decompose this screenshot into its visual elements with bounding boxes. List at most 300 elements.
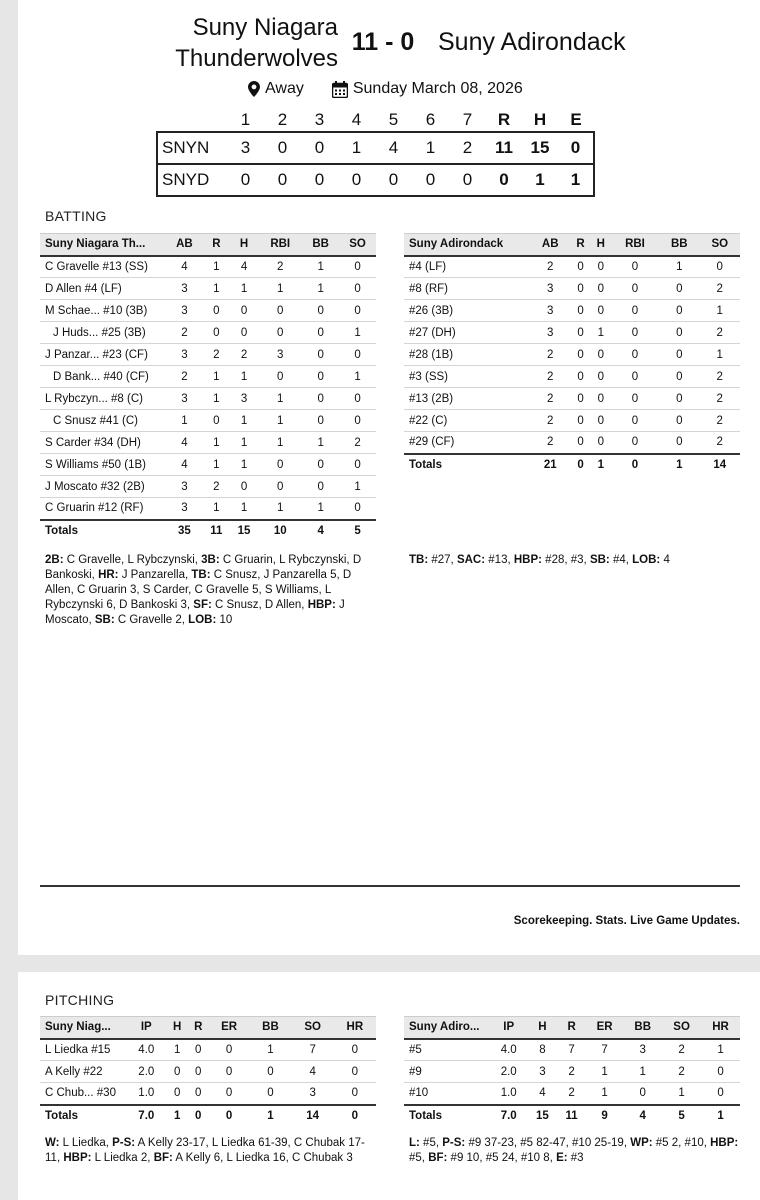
linescore-header-r: R [497, 109, 511, 129]
stat-column-header: AB [166, 234, 203, 256]
away-team-name: Suny Adirondack [438, 28, 626, 56]
totals-cell: 7.0 [126, 1105, 167, 1127]
stat-cell: 2 [166, 322, 203, 344]
stat-cell: 1 [203, 498, 230, 520]
team-column-header: Suny Niag... [40, 1017, 126, 1039]
stat-cell: 0 [302, 410, 339, 432]
player-row [404, 278, 740, 300]
stat-cell: 1 [339, 366, 376, 388]
totals-cell: 35 [166, 520, 203, 542]
linescore-inning-cell: 0 [449, 164, 486, 196]
stat-cell: 4.0 [490, 1039, 527, 1061]
stat-cell: 0 [334, 1061, 376, 1083]
note-value: C Snusz, J Panzarella 5, D Allen, C Gruarin 3, S Carder, C Gravelle 5, S Williams, L Rybczynski 6, D Bankoski 3, [45, 569, 352, 611]
totals-cell: 15 [230, 520, 258, 542]
stat-cell: 1 [258, 388, 302, 410]
stat-cell: 0 [302, 366, 339, 388]
stat-cell: 4.0 [126, 1039, 167, 1061]
linescore-inning-cell: 1 [338, 132, 375, 164]
stat-cell: 1 [662, 1083, 701, 1105]
stat-cell: 1 [230, 432, 258, 454]
stat-cell: 1 [339, 476, 376, 498]
totals-cell: 1 [701, 1105, 740, 1127]
stat-cell: 1 [230, 278, 258, 300]
player-row [40, 278, 376, 300]
stat-cell: 0 [302, 300, 339, 322]
note-value: J Panzarella, [118, 569, 192, 581]
stat-cell: 0 [591, 388, 611, 410]
stat-cell: 7 [292, 1039, 334, 1061]
player-row [404, 366, 740, 388]
stat-cell: 0 [302, 476, 339, 498]
stat-cell: 1 [230, 366, 258, 388]
stat-cell: 3 [258, 344, 302, 366]
note-value: #9 37-23, #5 82-47, #10 25-19, [465, 1137, 631, 1149]
stat-column-header: RBI [258, 234, 302, 256]
stat-cell: 3 [166, 344, 203, 366]
player-row [404, 344, 740, 366]
stat-column-header: RBI [611, 234, 659, 256]
stat-cell: 1.0 [126, 1083, 167, 1105]
player-name: J Panzar... #23 (CF) [40, 344, 166, 366]
team-column-header: Suny Adirondack [404, 234, 530, 256]
linescore-header-1: 1 [240, 109, 251, 129]
player-name: J Moscato #32 (2B) [40, 476, 166, 498]
stat-cell: 1 [203, 278, 230, 300]
note-value: #28, #3, [541, 554, 590, 566]
stat-cell: 0 [339, 388, 376, 410]
stat-cell: 2.0 [490, 1061, 527, 1083]
note-label: HBP: [710, 1137, 739, 1149]
note-label: 3B: [201, 554, 220, 566]
pitching-table-home [40, 1016, 376, 1127]
stat-cell: 3 [166, 476, 203, 498]
home-team-name [138, 12, 338, 74]
linescore-table [156, 108, 595, 197]
note-label: TB: [191, 569, 211, 581]
stat-cell: 0 [188, 1083, 209, 1105]
totals-row [40, 520, 376, 542]
stat-cell: 3 [530, 322, 570, 344]
map-pin-icon [248, 81, 260, 97]
linescore-row [157, 132, 594, 164]
note-label: L: [409, 1137, 420, 1149]
totals-cell: 21 [530, 454, 570, 476]
stat-column-header: R [203, 234, 230, 256]
note-value: C Gravelle, L Rybczynski, [63, 554, 202, 566]
stat-cell: 0 [611, 410, 659, 432]
stat-cell: 2 [700, 322, 740, 344]
totals-cell: 0 [188, 1105, 209, 1127]
totals-cell: 0 [570, 454, 590, 476]
totals-cell: 10 [258, 520, 302, 542]
stat-cell: 3 [230, 388, 258, 410]
stat-cell: 0 [591, 300, 611, 322]
stat-cell: 3 [166, 278, 203, 300]
stat-cell: 0 [339, 344, 376, 366]
stat-column-header: ER [209, 1017, 250, 1039]
linescore-hits: 15 [522, 132, 558, 164]
stat-cell: 1 [230, 410, 258, 432]
player-row [40, 256, 376, 278]
linescore-hits: 1 [522, 164, 558, 196]
stat-cell: 0 [302, 388, 339, 410]
player-name: #4 (LF) [404, 256, 530, 278]
boxscore-page-2 [18, 972, 760, 1200]
totals-label: Totals [404, 1105, 490, 1127]
linescore-header-7: 7 [462, 109, 473, 129]
note-value: #5, [409, 1152, 429, 1164]
note-value: A Kelly 23-17, L Liedka 61-39, C Chubak 17-11, [45, 1137, 365, 1164]
linescore-header-3: 3 [314, 109, 325, 129]
linescore-inning-cell: 0 [412, 164, 449, 196]
stat-cell: 3 [292, 1083, 334, 1105]
linescore-inning-cell: 0 [375, 164, 412, 196]
stat-cell: 0 [258, 454, 302, 476]
linescore-row [157, 164, 594, 196]
linescore-runs: 11 [486, 132, 522, 164]
game-header [18, 8, 760, 78]
player-row [404, 1061, 740, 1083]
stat-cell: 0 [611, 366, 659, 388]
player-row [404, 300, 740, 322]
player-row [40, 1061, 376, 1083]
note-label: SB: [589, 554, 610, 566]
calendar-icon [332, 81, 348, 98]
note-value: #5 2, #10, [652, 1137, 711, 1149]
player-row [40, 366, 376, 388]
totals-row [40, 1105, 376, 1127]
stat-cell: 8 [527, 1039, 557, 1061]
stat-cell: 0 [659, 432, 699, 454]
stat-cell: 2 [530, 366, 570, 388]
stat-cell: 0 [659, 388, 699, 410]
stat-cell: 0 [570, 388, 590, 410]
totals-cell: 0 [209, 1105, 250, 1127]
linescore-header-2: 2 [277, 109, 288, 129]
player-row [40, 344, 376, 366]
stat-cell: 0 [591, 256, 611, 278]
stat-cell: 2 [530, 344, 570, 366]
stat-cell: 0 [659, 300, 699, 322]
stat-cell: 1 [302, 256, 339, 278]
linescore-inning-cell: 0 [338, 164, 375, 196]
stat-column-header: BB [302, 234, 339, 256]
stat-cell: 2 [557, 1061, 585, 1083]
stat-cell: 2 [203, 476, 230, 498]
note-value: 4 [660, 554, 670, 566]
note-label: HBP: [513, 554, 542, 566]
stat-cell: 4 [230, 256, 258, 278]
stat-cell: 2 [230, 344, 258, 366]
totals-cell: 1 [591, 454, 611, 476]
note-value: #9 10, #5 24, #10 8, [447, 1152, 557, 1164]
stat-cell: 0 [611, 344, 659, 366]
totals-cell: 4 [302, 520, 339, 542]
stat-cell: 2.0 [126, 1061, 167, 1083]
stat-cell: 0 [249, 1061, 291, 1083]
stat-column-header: SO [700, 234, 740, 256]
stat-cell: 1 [258, 278, 302, 300]
player-row [40, 1039, 376, 1061]
player-row [404, 432, 740, 454]
stat-cell: 0 [700, 256, 740, 278]
note-label: BF: [153, 1152, 173, 1164]
note-value: J Moscato, [45, 599, 345, 626]
stat-cell: 7 [557, 1039, 585, 1061]
stat-column-header: BB [249, 1017, 291, 1039]
stat-cell: 0 [334, 1039, 376, 1061]
stat-cell: 1 [258, 432, 302, 454]
batting-table-away [404, 233, 740, 476]
game-date: Sunday March 08, 2026 [352, 80, 523, 97]
note-value: C Gruarin, L Rybczynski, D Bankoski, [45, 554, 362, 581]
linescore-runs: 0 [486, 164, 522, 196]
totals-cell: 4 [623, 1105, 662, 1127]
player-row [404, 388, 740, 410]
player-row [40, 300, 376, 322]
player-row [40, 454, 376, 476]
stat-column-header: ER [586, 1017, 623, 1039]
stat-cell: 0 [570, 256, 590, 278]
stat-cell: 1 [302, 498, 339, 520]
stat-cell: 0 [570, 344, 590, 366]
stat-cell: 2 [530, 410, 570, 432]
stat-column-header: R [557, 1017, 585, 1039]
linescore-inning-cell: 0 [264, 164, 301, 196]
player-name: #13 (2B) [404, 388, 530, 410]
stat-cell: 0 [203, 322, 230, 344]
stat-cell: 1 [203, 388, 230, 410]
stat-cell: 0 [339, 300, 376, 322]
pitching-notes-away [409, 1136, 739, 1166]
stat-cell: 0 [302, 454, 339, 476]
stat-cell: 0 [611, 256, 659, 278]
linescore-inning-cell: 4 [375, 132, 412, 164]
home-team-name-line1: Suny Niagara [192, 14, 338, 41]
note-label: TB: [409, 554, 429, 566]
stat-cell: 0 [302, 322, 339, 344]
linescore-header-h: H [533, 109, 547, 129]
totals-cell: 5 [662, 1105, 701, 1127]
totals-label: Totals [40, 520, 166, 542]
stat-cell: 3 [530, 278, 570, 300]
stat-cell: 0 [339, 454, 376, 476]
footer-tagline: Scorekeeping. Stats. Live Game Updates. [513, 915, 740, 927]
stat-cell: 0 [570, 410, 590, 432]
stat-cell: 1 [230, 498, 258, 520]
stat-cell: 2 [530, 388, 570, 410]
team-column-header: Suny Niagara Th... [40, 234, 166, 256]
team-column-header: Suny Adiro... [404, 1017, 490, 1039]
stat-cell: 1 [167, 1039, 188, 1061]
stat-cell: 0 [659, 278, 699, 300]
totals-cell: 7.0 [490, 1105, 527, 1127]
linescore-team: SNYD [157, 164, 227, 196]
stat-cell: 2 [700, 366, 740, 388]
stat-cell: 0 [611, 300, 659, 322]
player-row [404, 410, 740, 432]
player-name: C Gruarin #12 (RF) [40, 498, 166, 520]
note-label: SB: [94, 614, 115, 626]
player-name: C Chub... #30 [40, 1083, 126, 1105]
batting-section-title: BATTING [45, 208, 107, 224]
note-label: P-S: [442, 1137, 466, 1149]
stat-cell: 0 [591, 366, 611, 388]
stat-cell: 4 [292, 1061, 334, 1083]
player-row [40, 322, 376, 344]
note-label: LOB: [188, 614, 217, 626]
player-row [404, 1083, 740, 1105]
stat-cell: 0 [258, 476, 302, 498]
stat-cell: 0 [701, 1061, 740, 1083]
stat-cell: 2 [662, 1039, 701, 1061]
stat-column-header: SO [292, 1017, 334, 1039]
stat-cell: 2 [700, 410, 740, 432]
stat-cell: 0 [249, 1083, 291, 1105]
player-name: S Williams #50 (1B) [40, 454, 166, 476]
stat-cell: 2 [258, 256, 302, 278]
stat-cell: 0 [570, 366, 590, 388]
player-name: #3 (SS) [404, 366, 530, 388]
stat-cell: 0 [339, 498, 376, 520]
player-row [40, 388, 376, 410]
stat-cell: 1 [203, 366, 230, 388]
stat-cell: 2 [530, 256, 570, 278]
stat-column-header: H [230, 234, 258, 256]
stat-cell: 1 [203, 432, 230, 454]
stat-cell: 0 [591, 410, 611, 432]
player-name: #27 (DH) [404, 322, 530, 344]
final-score: 11 - 0 [351, 28, 415, 56]
stat-cell: 1 [659, 256, 699, 278]
stat-column-header: H [167, 1017, 188, 1039]
stat-cell: 1 [623, 1061, 662, 1083]
stat-cell: 1 [586, 1061, 623, 1083]
note-label: SF: [193, 599, 212, 611]
note-label: BF: [428, 1152, 448, 1164]
stat-cell: 3 [530, 300, 570, 322]
stat-column-header: H [527, 1017, 557, 1039]
stat-cell: 0 [570, 322, 590, 344]
stat-cell: 1 [203, 454, 230, 476]
pitching-notes-home [45, 1136, 375, 1166]
home-team-name-line2: Thunderwolves [175, 45, 338, 72]
stat-cell: 0 [701, 1083, 740, 1105]
note-value: C Snusz, D Allen, [211, 599, 308, 611]
player-name: C Snusz #41 (C) [40, 410, 166, 432]
note-value: L Liedka 2, [91, 1152, 154, 1164]
note-label: HR: [98, 569, 119, 581]
totals-cell: 14 [700, 454, 740, 476]
player-row [40, 1083, 376, 1105]
batting-notes-home [45, 553, 375, 628]
stat-cell: 7 [586, 1039, 623, 1061]
stat-cell: 1 [203, 256, 230, 278]
stat-cell: 1 [249, 1039, 291, 1061]
stat-column-header: R [570, 234, 590, 256]
stat-cell: 0 [591, 344, 611, 366]
linescore-errors: 1 [558, 164, 594, 196]
player-name: C Gravelle #13 (SS) [40, 256, 166, 278]
stat-cell: 0 [339, 278, 376, 300]
player-name: #22 (C) [404, 410, 530, 432]
player-row [404, 256, 740, 278]
note-label: HBP: [63, 1152, 92, 1164]
stat-cell: 0 [339, 256, 376, 278]
totals-cell: 15 [527, 1105, 557, 1127]
totals-row [404, 454, 740, 476]
totals-cell: 11 [557, 1105, 585, 1127]
stat-cell: 3 [623, 1039, 662, 1061]
stat-cell: 0 [230, 322, 258, 344]
stat-cell: 0 [334, 1083, 376, 1105]
totals-cell: 1 [249, 1105, 291, 1127]
player-name: M Schae... #10 (3B) [40, 300, 166, 322]
stat-cell: 0 [611, 432, 659, 454]
linescore-header-e: E [570, 109, 582, 129]
player-name: #28 (1B) [404, 344, 530, 366]
note-label: P-S: [112, 1137, 136, 1149]
stat-column-header: SO [339, 234, 376, 256]
totals-cell: 5 [339, 520, 376, 542]
linescore-inning-cell: 0 [264, 132, 301, 164]
stat-cell: 4 [166, 454, 203, 476]
stat-cell: 0 [659, 344, 699, 366]
stat-cell: 0 [611, 322, 659, 344]
stat-cell: 0 [659, 366, 699, 388]
stat-cell: 4 [166, 256, 203, 278]
stat-cell: 0 [339, 410, 376, 432]
stat-cell: 1 [302, 278, 339, 300]
player-row [40, 498, 376, 520]
stat-cell: 0 [203, 300, 230, 322]
note-label: 2B: [45, 554, 64, 566]
note-value: C Gravelle 2, [114, 614, 189, 626]
note-value: 10 [216, 614, 233, 626]
player-row [40, 410, 376, 432]
stat-cell: 2 [203, 344, 230, 366]
player-name: #5 [404, 1039, 490, 1061]
stat-cell: 4 [527, 1083, 557, 1105]
stat-cell: 0 [188, 1061, 209, 1083]
stat-cell: 0 [302, 344, 339, 366]
stat-cell: 0 [258, 366, 302, 388]
batting-table-home [40, 233, 376, 542]
stat-column-header: AB [530, 234, 570, 256]
linescore-inning-cell: 0 [301, 132, 338, 164]
linescore-header-5: 5 [388, 109, 399, 129]
player-name: S Carder #34 (DH) [40, 432, 166, 454]
stat-cell: 0 [659, 410, 699, 432]
totals-label: Totals [40, 1105, 126, 1127]
stat-cell: 2 [700, 432, 740, 454]
stat-cell: 1 [302, 432, 339, 454]
linescore-header-6: 6 [425, 109, 436, 129]
stat-cell: 0 [203, 410, 230, 432]
linescore-team: SNYN [157, 132, 227, 164]
stat-cell: 0 [167, 1083, 188, 1105]
stat-cell: 0 [570, 432, 590, 454]
stat-cell: 0 [659, 322, 699, 344]
linescore-inning-cell: 0 [301, 164, 338, 196]
player-name: J Huds... #25 (3B) [40, 322, 166, 344]
stat-cell: 1 [586, 1083, 623, 1105]
totals-cell: 0 [611, 454, 659, 476]
stat-column-header: SO [662, 1017, 701, 1039]
stat-cell: 1 [166, 410, 203, 432]
stat-cell: 1 [700, 344, 740, 366]
